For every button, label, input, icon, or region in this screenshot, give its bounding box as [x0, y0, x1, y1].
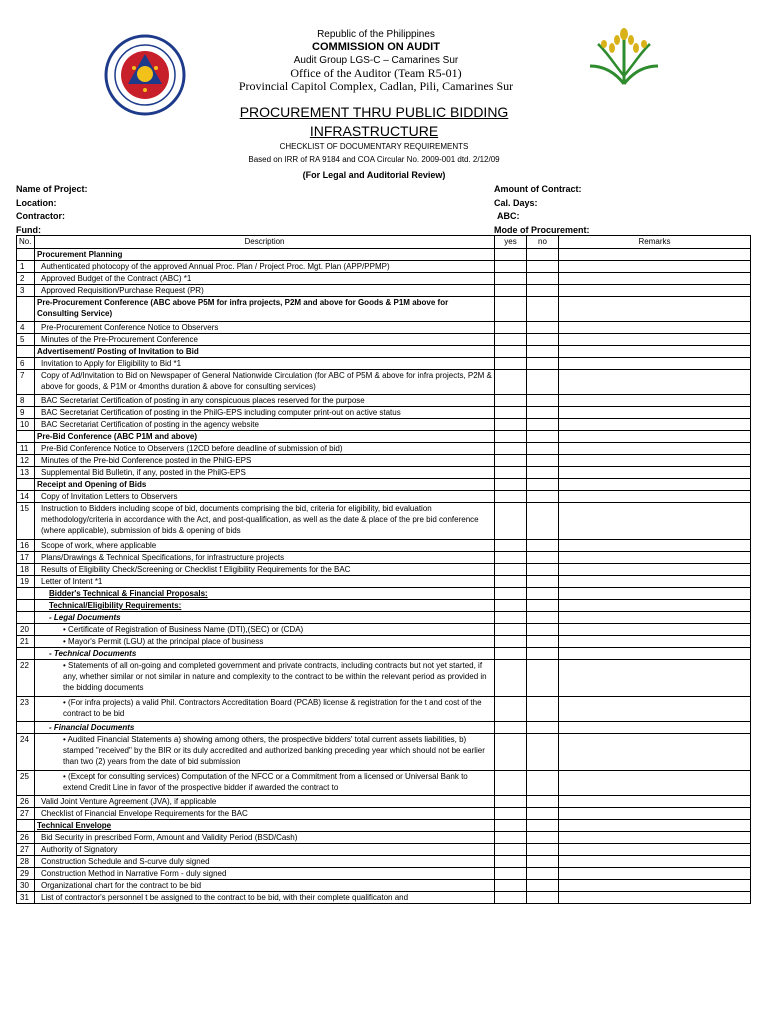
no-checkbox-cell[interactable]	[527, 407, 559, 419]
table-row	[17, 856, 751, 868]
row-description: Advertisement/ Posting of Invitation to Bid	[35, 346, 495, 358]
no-checkbox-cell[interactable]	[527, 297, 559, 322]
row-description: Valid Joint Venture Agreement (JVA), if applicable	[35, 796, 495, 808]
row-number	[17, 479, 35, 491]
table-row	[17, 395, 751, 407]
no-checkbox-cell[interactable]	[527, 722, 559, 734]
yes-checkbox-cell[interactable]	[495, 503, 527, 540]
yes-checkbox-cell[interactable]	[495, 491, 527, 503]
row-number	[17, 431, 35, 443]
no-checkbox-cell[interactable]	[527, 808, 559, 820]
yes-checkbox-cell[interactable]	[495, 358, 527, 370]
no-checkbox-cell[interactable]	[527, 249, 559, 261]
table-row	[17, 697, 751, 722]
yes-checkbox-cell[interactable]	[495, 334, 527, 346]
table-row	[17, 249, 751, 261]
mode-of-procurement-label: Mode of Procurement:	[494, 225, 590, 235]
no-checkbox-cell[interactable]	[527, 273, 559, 285]
no-checkbox-cell[interactable]	[527, 443, 559, 455]
no-checkbox-cell[interactable]	[527, 734, 559, 771]
row-description: Supplemental Bid Bulletin, if any, posted in the PhilG-EPS	[35, 467, 495, 479]
table-row	[17, 491, 751, 503]
yes-checkbox-cell[interactable]	[495, 540, 527, 552]
row-description: - Technical Documents	[35, 648, 495, 660]
yes-checkbox-cell[interactable]	[495, 636, 527, 648]
remarks-cell[interactable]	[559, 467, 751, 479]
remarks-cell[interactable]	[559, 370, 751, 395]
yes-checkbox-cell[interactable]	[495, 832, 527, 844]
location-label: Location:	[16, 198, 57, 208]
no-checkbox-cell[interactable]	[527, 285, 559, 297]
row-number: 25	[17, 771, 35, 796]
remarks-cell[interactable]	[559, 419, 751, 431]
provincial-line: Provincial Capitol Complex, Cadlan, Pili, Camarines Sur	[238, 79, 514, 93]
row-number	[17, 249, 35, 261]
remarks-cell[interactable]	[559, 722, 751, 734]
remarks-cell[interactable]	[559, 856, 751, 868]
table-row	[17, 431, 751, 443]
legal-basis-line: Based on IRR of RA 9184 and COA Circular No. 2009-001 dtd. 2/12/09	[248, 155, 500, 164]
yes-checkbox-cell[interactable]	[495, 771, 527, 796]
col-no-header: No.	[17, 236, 35, 249]
remarks-cell[interactable]	[559, 334, 751, 346]
table-row	[17, 564, 751, 576]
table-row	[17, 820, 751, 832]
yes-checkbox-cell[interactable]	[495, 297, 527, 322]
yes-checkbox-cell[interactable]	[495, 880, 527, 892]
office-line: Office of the Auditor (Team R5-01)	[290, 66, 462, 80]
remarks-cell[interactable]	[559, 491, 751, 503]
remarks-cell[interactable]	[559, 503, 751, 540]
no-checkbox-cell[interactable]	[527, 491, 559, 503]
remarks-cell[interactable]	[559, 297, 751, 322]
no-checkbox-cell[interactable]	[527, 796, 559, 808]
no-checkbox-cell[interactable]	[527, 588, 559, 600]
table-row	[17, 660, 751, 697]
contractor-label: Contractor:	[16, 211, 65, 221]
row-description: Copy of Invitation Letters to Observers	[35, 491, 495, 503]
row-description: • Certificate of Registration of Business Name (DTI),(SEC) or (CDA)	[35, 624, 495, 636]
no-checkbox-cell[interactable]	[527, 856, 559, 868]
row-number: 6	[17, 358, 35, 370]
remarks-cell[interactable]	[559, 407, 751, 419]
yes-checkbox-cell[interactable]	[495, 722, 527, 734]
row-description: Organizational chart for the contract to be bid	[35, 880, 495, 892]
document-header	[0, 0, 768, 180]
row-description: Construction Schedule and S-curve duly signed	[35, 856, 495, 868]
table-row	[17, 455, 751, 467]
remarks-cell[interactable]	[559, 552, 751, 564]
row-description: • (For infra projects) a valid Phil. Contractors Accreditation Board (PCAB) license & registration for the t and cost of the contract to be bid	[35, 697, 495, 722]
row-number: 21	[17, 636, 35, 648]
col-no-header-check: no	[527, 236, 559, 249]
row-number: 18	[17, 564, 35, 576]
no-checkbox-cell[interactable]	[527, 697, 559, 722]
row-number: 11	[17, 443, 35, 455]
table-row	[17, 419, 751, 431]
row-description: Pre-Procurement Conference Notice to Observers	[35, 322, 495, 334]
table-row	[17, 285, 751, 297]
row-number	[17, 722, 35, 734]
row-description: Bidder's Technical & Financial Proposals:	[35, 588, 495, 600]
yes-checkbox-cell[interactable]	[495, 273, 527, 285]
yes-checkbox-cell[interactable]	[495, 285, 527, 297]
yes-checkbox-cell[interactable]	[495, 796, 527, 808]
row-description: Bid Security in prescribed Form, Amount and Validity Period (BSD/Cash)	[35, 832, 495, 844]
row-number: 27	[17, 844, 35, 856]
no-checkbox-cell[interactable]	[527, 624, 559, 636]
table-row	[17, 407, 751, 419]
table-row	[17, 648, 751, 660]
remarks-cell[interactable]	[559, 868, 751, 880]
remarks-cell[interactable]	[559, 576, 751, 588]
remarks-cell[interactable]	[559, 660, 751, 697]
table-row	[17, 600, 751, 612]
table-row	[17, 346, 751, 358]
yes-checkbox-cell[interactable]	[495, 808, 527, 820]
no-checkbox-cell[interactable]	[527, 552, 559, 564]
table-row	[17, 576, 751, 588]
no-checkbox-cell[interactable]	[527, 503, 559, 540]
row-description: Results of Eligibility Check/Screening or Checklist f Eligibility Requirements for the BAC	[35, 564, 495, 576]
table-row	[17, 844, 751, 856]
no-checkbox-cell[interactable]	[527, 431, 559, 443]
yes-checkbox-cell[interactable]	[495, 395, 527, 407]
remarks-cell[interactable]	[559, 431, 751, 443]
no-checkbox-cell[interactable]	[527, 346, 559, 358]
row-number: 4	[17, 322, 35, 334]
republic-line: Republic of the Philippines	[317, 29, 435, 40]
row-description: - Financial Documents	[35, 722, 495, 734]
row-description: Construction Method in Narrative Form - duly signed	[35, 868, 495, 880]
row-description: Copy of Ad/Invitation to Bid on Newspaper of General Nationwide Circulation (for ABC of P5M & above for infra projects, P2M & above for goods, & P1M or 4months duration & above for consulting services)	[35, 370, 495, 395]
row-number: 15	[17, 503, 35, 540]
yes-checkbox-cell[interactable]	[495, 346, 527, 358]
yes-checkbox-cell[interactable]	[495, 648, 527, 660]
row-description: Letter of Intent *1	[35, 576, 495, 588]
row-number: 19	[17, 576, 35, 588]
row-number: 5	[17, 334, 35, 346]
row-description: Checklist of Financial Envelope Requirements for the BAC	[35, 808, 495, 820]
row-description: BAC Secretariat Certification of posting in any conspicuous places reserved for the purpose	[35, 395, 495, 407]
table-row	[17, 612, 751, 624]
row-number: 13	[17, 467, 35, 479]
table-row	[17, 297, 751, 322]
yes-checkbox-cell[interactable]	[495, 443, 527, 455]
row-number: 2	[17, 273, 35, 285]
no-checkbox-cell[interactable]	[527, 334, 559, 346]
row-description: BAC Secretariat Certification of posting in the PhilG-EPS including computer print-out on active status	[35, 407, 495, 419]
remarks-cell[interactable]	[559, 612, 751, 624]
row-number: 27	[17, 808, 35, 820]
remarks-cell[interactable]	[559, 600, 751, 612]
no-checkbox-cell[interactable]	[527, 564, 559, 576]
yes-checkbox-cell[interactable]	[495, 552, 527, 564]
row-number	[17, 588, 35, 600]
row-number: 29	[17, 868, 35, 880]
table-row	[17, 358, 751, 370]
no-checkbox-cell[interactable]	[527, 820, 559, 832]
row-number	[17, 297, 35, 322]
remarks-cell[interactable]	[559, 624, 751, 636]
no-checkbox-cell[interactable]	[527, 467, 559, 479]
remarks-cell[interactable]	[559, 880, 751, 892]
yes-checkbox-cell[interactable]	[495, 588, 527, 600]
row-description: Procurement Planning	[35, 249, 495, 261]
yes-checkbox-cell[interactable]	[495, 697, 527, 722]
yes-checkbox-cell[interactable]	[495, 479, 527, 491]
row-description: Approved Budget of the Contract (ABC) *1	[35, 273, 495, 285]
yes-checkbox-cell[interactable]	[495, 564, 527, 576]
table-row	[17, 832, 751, 844]
row-number: 8	[17, 395, 35, 407]
row-description: • Statements of all on-going and completed government and private contracts, including contracts but not yet started, if any, whether similar or not similar in nature and complexity to the contract to be within the relevant period as provided in the bidding documents	[35, 660, 495, 697]
no-checkbox-cell[interactable]	[527, 479, 559, 491]
remarks-cell[interactable]	[559, 648, 751, 660]
table-row	[17, 734, 751, 771]
row-number: 17	[17, 552, 35, 564]
table-row	[17, 771, 751, 796]
no-checkbox-cell[interactable]	[527, 832, 559, 844]
table-row	[17, 722, 751, 734]
no-checkbox-cell[interactable]	[527, 419, 559, 431]
yes-checkbox-cell[interactable]	[495, 322, 527, 334]
remarks-cell[interactable]	[559, 249, 751, 261]
yes-checkbox-cell[interactable]	[495, 431, 527, 443]
row-description: Minutes of the Pre-Procurement Conference	[35, 334, 495, 346]
row-description: Authenticated photocopy of the approved Annual Proc. Plan / Project Proc. Mgt. Plan (APP/PPMP)	[35, 261, 495, 273]
remarks-cell[interactable]	[559, 832, 751, 844]
no-checkbox-cell[interactable]	[527, 612, 559, 624]
remarks-cell[interactable]	[559, 844, 751, 856]
row-number	[17, 346, 35, 358]
yes-checkbox-cell[interactable]	[495, 407, 527, 419]
table-row	[17, 540, 751, 552]
row-number: 31	[17, 892, 35, 904]
table-row	[17, 322, 751, 334]
audit-group-line: Audit Group LGS-C – Camarines Sur	[293, 55, 459, 66]
table-header-row	[17, 236, 751, 249]
remarks-cell[interactable]	[559, 261, 751, 273]
yes-checkbox-cell[interactable]	[495, 820, 527, 832]
table-row	[17, 443, 751, 455]
row-number: 26	[17, 832, 35, 844]
row-number: 28	[17, 856, 35, 868]
remarks-cell[interactable]	[559, 322, 751, 334]
remarks-cell[interactable]	[559, 636, 751, 648]
checklist-caption: CHECKLIST OF DOCUMENTARY REQUIREMENTS	[279, 142, 469, 151]
row-number: 3	[17, 285, 35, 297]
table-row	[17, 636, 751, 648]
table-row	[17, 467, 751, 479]
table-row	[17, 624, 751, 636]
no-checkbox-cell[interactable]	[527, 395, 559, 407]
table-row	[17, 552, 751, 564]
no-checkbox-cell[interactable]	[527, 370, 559, 395]
remarks-cell[interactable]	[559, 796, 751, 808]
row-description: • Audited Financial Statements a) showing among others, the prospective bidders' total current assets liabilities, b) stamped "received" by the BIR or its duly accredited and authorized banking preceding year which should not be earlier than two (2) years from the date of bid submission	[35, 734, 495, 771]
name-of-project-label: Name of Project:	[16, 184, 88, 194]
cal-days-label: Cal. Days:	[494, 198, 538, 208]
yes-checkbox-cell[interactable]	[495, 249, 527, 261]
row-description: Invitation to Apply for Eligibility to Bid *1	[35, 358, 495, 370]
no-checkbox-cell[interactable]	[527, 771, 559, 796]
remarks-cell[interactable]	[559, 455, 751, 467]
table-row	[17, 370, 751, 395]
row-number: 12	[17, 455, 35, 467]
row-number: 10	[17, 419, 35, 431]
row-description: Technical Envelope	[35, 820, 495, 832]
col-yes-header: yes	[495, 236, 527, 249]
table-row	[17, 479, 751, 491]
table-row	[17, 273, 751, 285]
no-checkbox-cell[interactable]	[527, 358, 559, 370]
yes-checkbox-cell[interactable]	[495, 892, 527, 904]
row-number: 1	[17, 261, 35, 273]
no-checkbox-cell[interactable]	[527, 455, 559, 467]
row-description: - Legal Documents	[35, 612, 495, 624]
no-checkbox-cell[interactable]	[527, 844, 559, 856]
row-description: Receipt and Opening of Bids	[35, 479, 495, 491]
remarks-cell[interactable]	[559, 808, 751, 820]
remarks-cell[interactable]	[559, 479, 751, 491]
row-number: 14	[17, 491, 35, 503]
yes-checkbox-cell[interactable]	[495, 844, 527, 856]
yes-checkbox-cell[interactable]	[495, 576, 527, 588]
remarks-cell[interactable]	[559, 358, 751, 370]
table-row	[17, 334, 751, 346]
row-number: 30	[17, 880, 35, 892]
yes-checkbox-cell[interactable]	[495, 261, 527, 273]
remarks-cell[interactable]	[559, 588, 751, 600]
review-line: (For Legal and Auditorial Review)	[302, 170, 446, 180]
no-checkbox-cell[interactable]	[527, 880, 559, 892]
table-row	[17, 892, 751, 904]
no-checkbox-cell[interactable]	[527, 648, 559, 660]
remarks-cell[interactable]	[559, 540, 751, 552]
table-row	[17, 796, 751, 808]
row-description: • Mayor's Permit (LGU) at the principal place of business	[35, 636, 495, 648]
yes-checkbox-cell[interactable]	[495, 868, 527, 880]
table-row	[17, 808, 751, 820]
table-row	[17, 868, 751, 880]
no-checkbox-cell[interactable]	[527, 322, 559, 334]
row-number: 22	[17, 660, 35, 697]
row-description: Instruction to Bidders including scope of bid, documents comprising the bid, criteria for eligibility, bid evaluation methodology/criteria in accordance with the Act, and post-qualification, as well as the date & place of the pre bid conference (where applicable), submission of bids & opening of bids	[35, 503, 495, 540]
yes-checkbox-cell[interactable]	[495, 660, 527, 697]
row-number	[17, 612, 35, 624]
row-description: BAC Secretariat Certification of posting in the agency website	[35, 419, 495, 431]
amount-of-contract-label: Amount of Contract:	[494, 184, 582, 194]
no-checkbox-cell[interactable]	[527, 261, 559, 273]
table-row	[17, 503, 751, 540]
remarks-cell[interactable]	[559, 346, 751, 358]
row-description: Authority of Signatory	[35, 844, 495, 856]
row-description: List of contractor's personnel t be assigned to the contract to be bid, with their complete qualificaton and	[35, 892, 495, 904]
row-number: 7	[17, 370, 35, 395]
remarks-cell[interactable]	[559, 734, 751, 771]
yes-checkbox-cell[interactable]	[495, 455, 527, 467]
yes-checkbox-cell[interactable]	[495, 612, 527, 624]
yes-checkbox-cell[interactable]	[495, 600, 527, 612]
remarks-cell[interactable]	[559, 273, 751, 285]
row-number: 16	[17, 540, 35, 552]
no-checkbox-cell[interactable]	[527, 576, 559, 588]
remarks-cell[interactable]	[559, 820, 751, 832]
no-checkbox-cell[interactable]	[527, 892, 559, 904]
row-number	[17, 600, 35, 612]
commission-line: COMMISSION ON AUDIT	[312, 41, 440, 53]
remarks-cell[interactable]	[559, 285, 751, 297]
checklist-table	[16, 235, 751, 904]
yes-checkbox-cell[interactable]	[495, 467, 527, 479]
no-checkbox-cell[interactable]	[527, 660, 559, 697]
fund-label: Fund:	[16, 225, 41, 235]
row-description: • (Except for consulting services) Computation of the NFCC or a Commitment from a licensed or Universal Bank to extend Credit Line in favor of the prospective bidder if awarded the contract to	[35, 771, 495, 796]
abc-label: ABC:	[497, 211, 520, 221]
row-number: 9	[17, 407, 35, 419]
row-description: Pre-Bid Conference (ABC P1M and above)	[35, 431, 495, 443]
table-row	[17, 261, 751, 273]
no-checkbox-cell[interactable]	[527, 540, 559, 552]
row-description: Technical/Eligibility Requirements:	[35, 600, 495, 612]
no-checkbox-cell[interactable]	[527, 600, 559, 612]
row-number	[17, 820, 35, 832]
row-description: Minutes of the Pre-bid Conference posted in the PhilG-EPS	[35, 455, 495, 467]
yes-checkbox-cell[interactable]	[495, 419, 527, 431]
col-description-header: Description	[35, 236, 495, 249]
remarks-cell[interactable]	[559, 564, 751, 576]
col-remarks-header: Remarks	[559, 236, 751, 249]
row-description: Pre-Bid Conference Notice to Observers (12CD before deadline of submission of bid)	[35, 443, 495, 455]
row-description: Plans/Drawings & Technical Specifications, for infrastructure projects	[35, 552, 495, 564]
table-row	[17, 588, 751, 600]
page-title: PROCUREMENT THRU PUBLIC BIDDING	[239, 104, 509, 120]
page-subtitle: INFRASTRUCTURE	[309, 123, 439, 139]
row-number: 23	[17, 697, 35, 722]
remarks-cell[interactable]	[559, 697, 751, 722]
remarks-cell[interactable]	[559, 771, 751, 796]
row-number: 20	[17, 624, 35, 636]
row-description: Approved Requisition/Purchase Request (PR)	[35, 285, 495, 297]
remarks-cell[interactable]	[559, 443, 751, 455]
no-checkbox-cell[interactable]	[527, 636, 559, 648]
yes-checkbox-cell[interactable]	[495, 734, 527, 771]
table-row	[17, 880, 751, 892]
remarks-cell[interactable]	[559, 395, 751, 407]
yes-checkbox-cell[interactable]	[495, 856, 527, 868]
row-number: 26	[17, 796, 35, 808]
row-number	[17, 648, 35, 660]
remarks-cell[interactable]	[559, 892, 751, 904]
yes-checkbox-cell[interactable]	[495, 370, 527, 395]
yes-checkbox-cell[interactable]	[495, 624, 527, 636]
row-description: Scope of work, where applicable	[35, 540, 495, 552]
row-number: 24	[17, 734, 35, 771]
no-checkbox-cell[interactable]	[527, 868, 559, 880]
row-description: Pre-Procurement Conference (ABC above P5M for infra projects, P2M and above for Goods & P1M above for Consulting Service)	[35, 297, 495, 322]
